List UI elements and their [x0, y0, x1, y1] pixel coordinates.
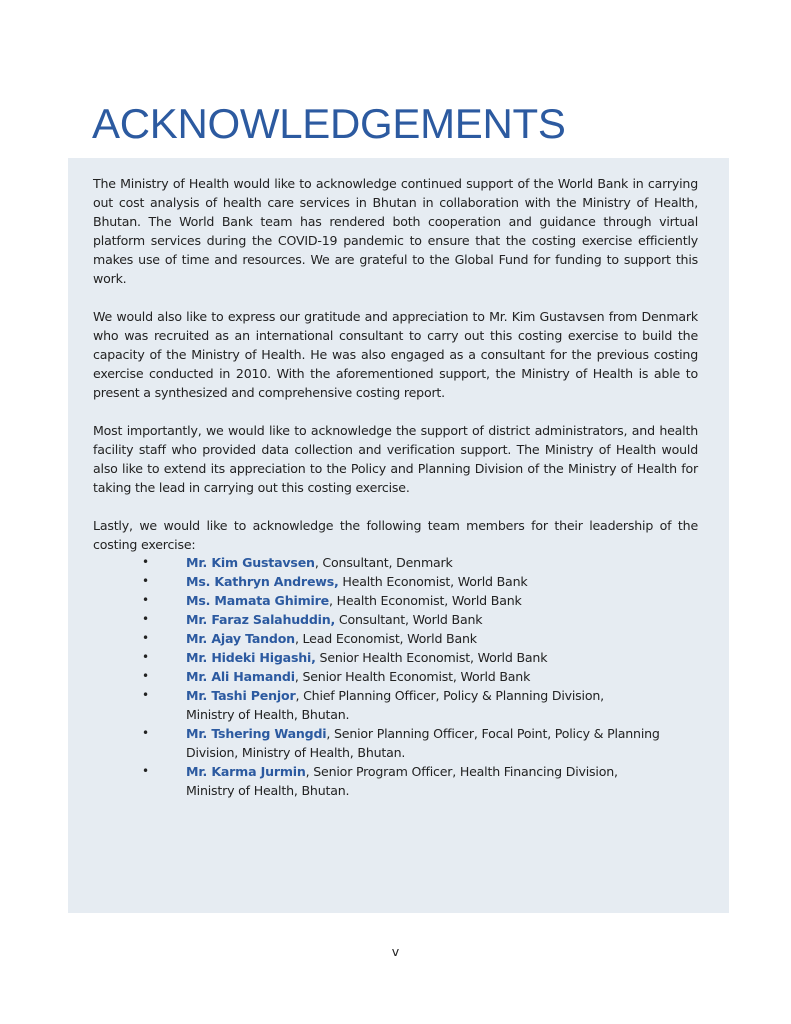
member-role: , Lead Economist, World Bank [294, 631, 477, 646]
bullet-icon: • [142, 669, 149, 683]
bullet-icon: • [142, 593, 149, 607]
paragraph: We would also like to express our gratitude and appreciation to Mr. Kim Gustavsen from Denmark who was recruited as an international consultant to carry out this costing exercise to build the capacity of the Ministry of Health. He was also engaged as a consultant for the previous costing exercise conducted in 2010. With the aforementioned support, the Ministry of Health is able to present a synthesized and comprehensive costing report. [93, 309, 698, 400]
list-item [138, 610, 698, 629]
member-role: , Senior Program Officer, Health Financing Division, [305, 764, 618, 779]
bullet-icon: • [142, 688, 149, 702]
member-name: Mr. Karma Jurmin [186, 764, 306, 779]
bullet-icon: • [142, 764, 149, 778]
member-name: Mr. Faraz Salahuddin, [186, 612, 336, 627]
bullet-icon: • [142, 574, 149, 588]
member-name: Mr. Tashi Penjor [186, 688, 296, 703]
member-role: , Chief Planning Officer, Policy & Planning Division, [295, 688, 604, 703]
page-title: ACKNOWLEDGEMENTS [92, 100, 566, 147]
member-name: Mr. Hideki Higashi, [186, 650, 316, 665]
member-name: Ms. Kathryn Andrews, [186, 574, 339, 589]
paragraph: Most importantly, we would like to acknowledge the support of district administrators, and health facility staff who provided data collection and verification support. The Ministry of Health would also like to extend its appreciation to the Policy and Planning Division of the Ministry of Health for taking the lead in carrying out this costing exercise. [93, 423, 698, 495]
body-text [93, 174, 698, 573]
list-item [138, 762, 698, 800]
member-role: Consultant, World Bank [335, 612, 483, 627]
paragraph: The Ministry of Health would like to acknowledge continued support of the World Bank in carrying out cost analysis of health care services in Bhutan in collaboration with the Ministry of Health, Bhutan. The World Bank team has rendered both cooperation and guidance through virtual platform services during the COVID-19 pandemic to ensure that the costing exercise efficiently makes use of time and resources. We are grateful to the Global Fund for funding to support this work. [93, 176, 698, 286]
member-name: Mr. Ajay Tandon [186, 631, 295, 646]
member-role: Health Economist, World Bank [338, 574, 528, 589]
page-number: v [391, 944, 400, 959]
bullet-icon: • [142, 631, 149, 645]
list-item [138, 629, 698, 648]
member-role: Senior Health Economist, World Bank [315, 650, 548, 665]
paragraph: Lastly, we would like to acknowledge the following team members for their leadership of the costing exercise: [93, 518, 698, 552]
list-item [138, 648, 698, 667]
member-role-continued: Ministry of Health, Bhutan. [186, 707, 350, 722]
member-name: Mr. Kim Gustavsen [186, 555, 315, 570]
member-role: , Senior Health Economist, World Bank [294, 669, 531, 684]
bullet-icon: • [142, 555, 149, 569]
list-item [138, 553, 698, 572]
bullet-icon: • [142, 612, 149, 626]
bullet-icon: • [142, 650, 149, 664]
member-name: Mr. Ali Hamandi [186, 669, 295, 684]
member-role-continued: Ministry of Health, Bhutan. [186, 783, 350, 798]
member-role: , Senior Planning Officer, Focal Point, Policy & Planning [326, 726, 660, 741]
member-name: Mr. Tshering Wangdi [186, 726, 327, 741]
bullet-icon: • [142, 726, 149, 740]
member-role: , Health Economist, World Bank [328, 593, 522, 608]
list-item [138, 591, 698, 610]
member-role: , Consultant, Denmark [314, 555, 453, 570]
list-item [138, 572, 698, 591]
list-item [138, 686, 698, 724]
member-name: Ms. Mamata Ghimire [186, 593, 329, 608]
list-item [138, 724, 698, 762]
list-item [138, 667, 698, 686]
team-member-list [138, 553, 698, 800]
member-role-continued: Division, Ministry of Health, Bhutan. [186, 745, 406, 760]
